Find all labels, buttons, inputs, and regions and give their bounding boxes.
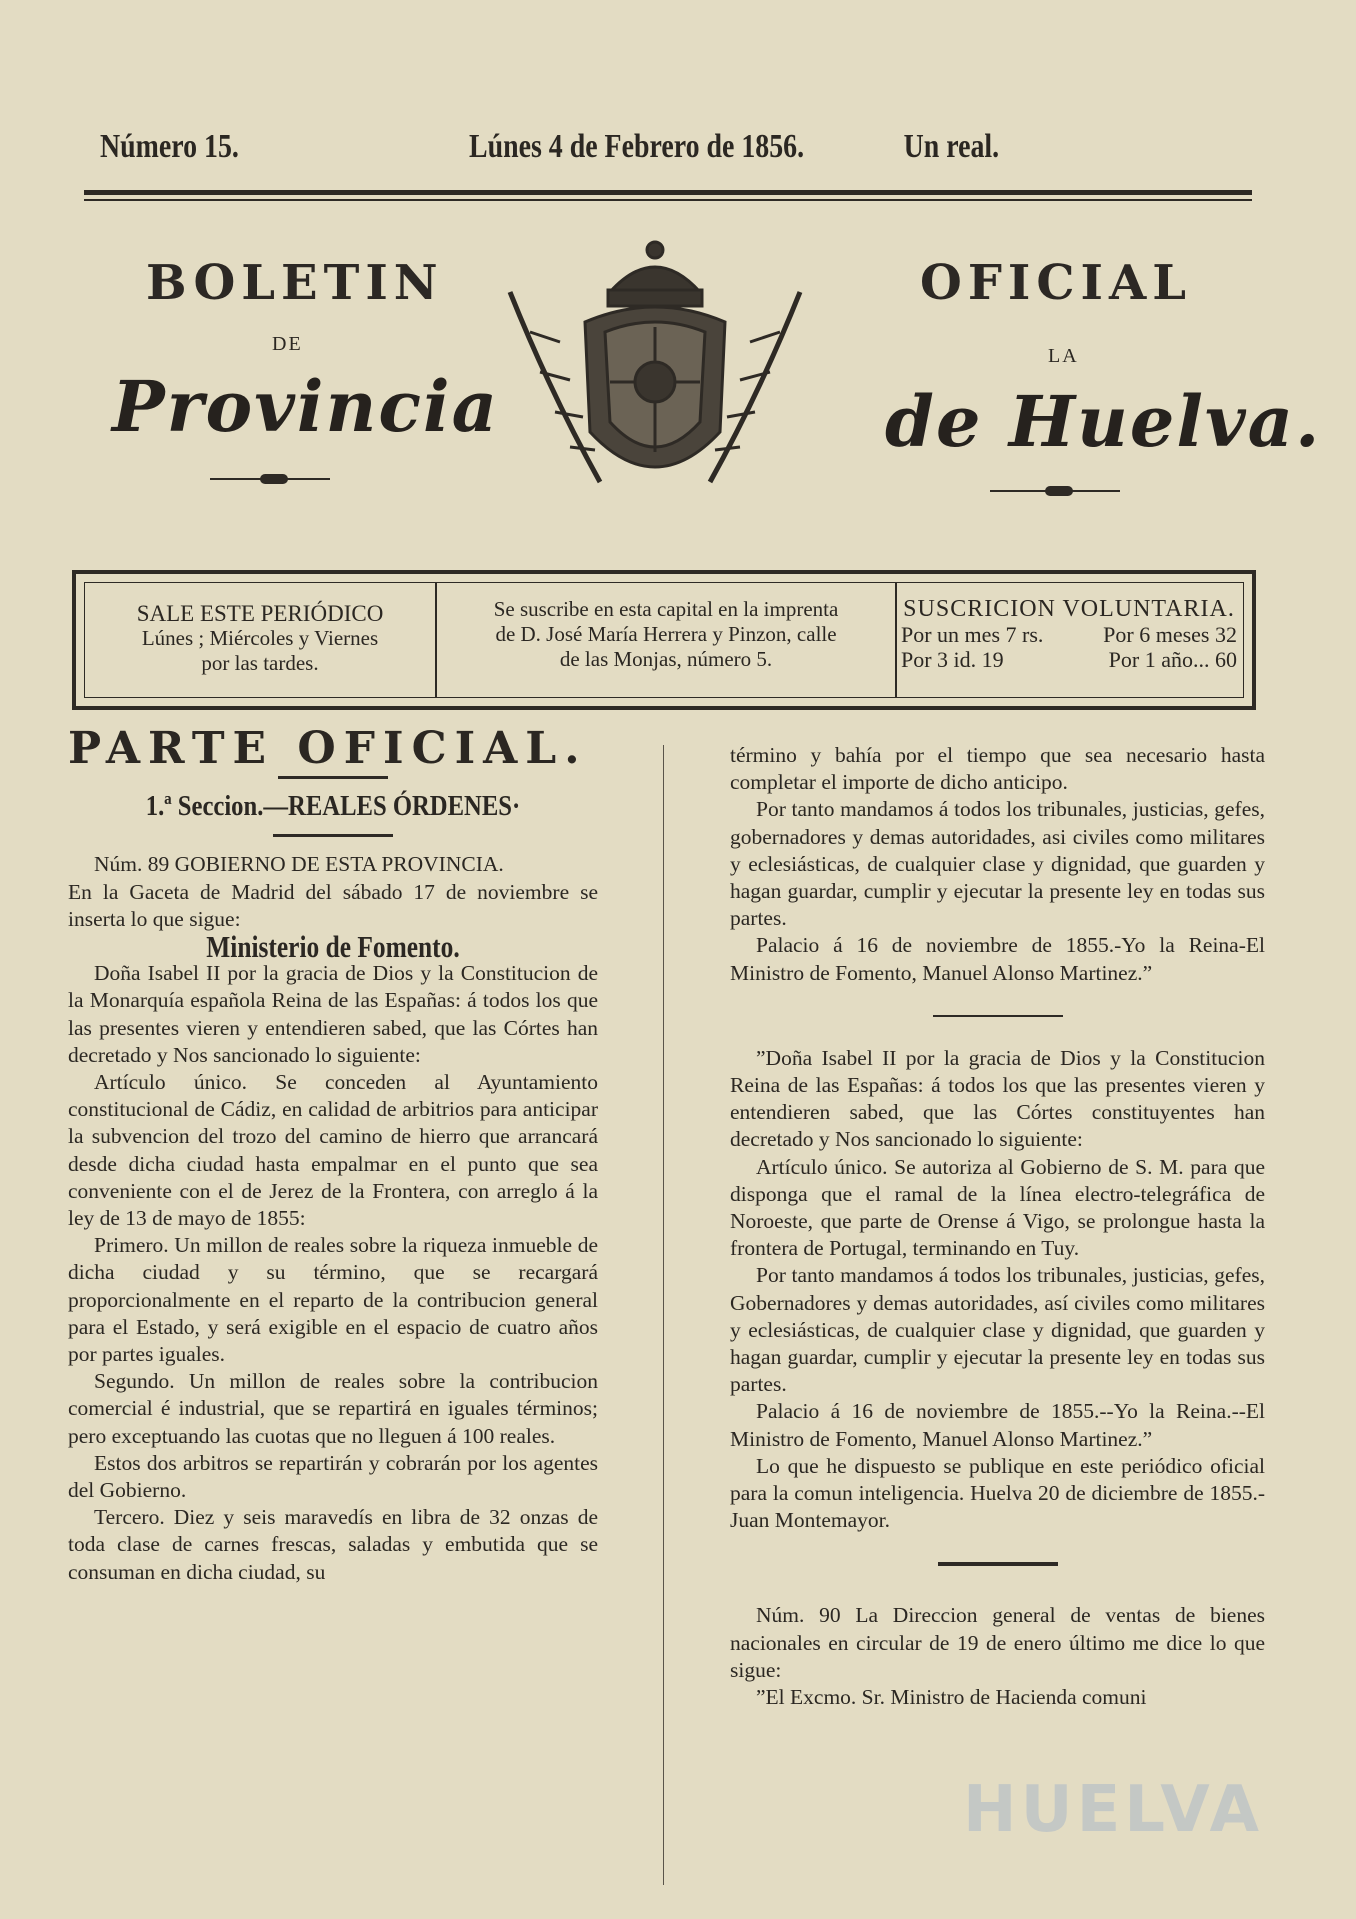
price-one-year: Por 1 año... 60 (1108, 647, 1237, 672)
prices-title: SUSCRICION VOLUNTARIA. (903, 596, 1235, 622)
paragraph: Primero. Un millon de reales sobre la riqueza inmueble de dicha ciudad y su término, que se recargará proporcionalmente en el reparto de la contribucion general para el Estado, y será exigible en el espacio de cuatro años por partes iguales. (68, 1233, 598, 1367)
masthead-oficial: OFICIAL (920, 255, 1192, 311)
royal-crest-icon (490, 232, 820, 522)
issue-price: Un real. (903, 128, 1000, 165)
paragraph: En la Gaceta de Madrid del sábado 17 de noviembre se inserta lo que sigue: (68, 879, 598, 931)
price-row (897, 622, 1241, 647)
price-one-month: Por un mes 7 rs. (901, 622, 1044, 647)
paragraph: Tercero. Diez y seis maravedís en libra de 32 onzas de toda clase de carnes frescas, saladas y embutida que se consuman en dicha ciudad, su (68, 1505, 598, 1584)
top-rule-thin (84, 199, 1252, 201)
ornament-left (210, 478, 330, 480)
notice-number: Núm. 89 GOBIERNO DE ESTA PROVINCIA. (94, 852, 504, 877)
prices-cell (895, 583, 1241, 697)
paragraph: Palacio á 16 de noviembre de 1855.-Yo la Reina-El Ministro de Fomento, Manuel Alonso Martinez.” (730, 933, 1265, 985)
ornament-right (990, 490, 1120, 492)
dateline (100, 128, 1018, 172)
section-heading-parte-oficial: PARTE OFICIAL. (68, 723, 588, 774)
masthead-de: DE (272, 333, 303, 355)
schedule-cell (85, 583, 435, 697)
ministry-heading: Ministerio de Fomento. (206, 929, 460, 965)
column-divider (663, 745, 664, 1885)
masthead-la: LA (1048, 345, 1079, 367)
library-stamp-watermark: HUELVA (963, 1773, 1263, 1847)
subscription-box (72, 570, 1256, 710)
paragraph: Por tanto mandamos á todos los tribunales, justicias, gefes, Gobernadores y demas autoridades, así civiles como militares y eclesiásticas, de cualquier clase y dignidad, que guarden y hagan guardar, cumplir y ejecutar la presente ley en todas sus partes. (730, 1263, 1265, 1397)
price-row (897, 647, 1241, 672)
masthead-huelva: de Huelva. (885, 380, 1322, 463)
price-six-months: Por 6 meses 32 (1103, 622, 1237, 647)
right-column (730, 742, 1265, 1711)
printer-cell (435, 583, 895, 697)
paragraph: ”El Excmo. Sr. Ministro de Hacienda comuni (756, 1685, 1147, 1710)
paragraph: Lo que he dispuesto se publique en este periódico oficial para la comun inteligencia. Huelva 20 de diciembre de 1855.-Juan Montemayor. (730, 1453, 1265, 1533)
price-three-months: Por 3 id. 19 (901, 647, 1004, 672)
masthead-boletin: BOLETIN (146, 255, 444, 311)
masthead-provincia: Provincia (112, 365, 499, 448)
schedule-days: Lúnes ; Miércoles y Viernes (141, 626, 379, 650)
divider (278, 776, 388, 779)
paragraph: Por tanto mandamos á todos los tribunales, justicias, gefes, gobernadores y demas autoridades, asi civiles como militares y eclesiásticas, de cualquier clase y dignidad, que guarden y hagan guardar, cumplir y ejecutar la presente ley en todas sus partes. (730, 797, 1265, 931)
left-column (68, 723, 598, 1586)
paragraph: Núm. 90 La Direccion general de ventas de bienes nacionales en circular de 19 de enero último me dice lo que sigue: (730, 1603, 1265, 1682)
printer-line-2: de D. José María Herrera y Pinzon, calle (495, 622, 837, 646)
printer-line-3: de las Monjas, número 5. (559, 647, 773, 671)
schedule-time: por las tardes. (201, 651, 319, 675)
paragraph: Artículo único. Se conceden al Ayuntamiento constitucional de Cádiz, en calidad de arbitrios para anticipar la subvencion del trozo del camino de hierro que arrancará desde dicha ciudad hasta empalmar en el punto que sea conveniente con el de Jerez de la Frontera, con arreglo á la ley de 13 de mayo de 1855: (68, 1070, 598, 1231)
printer-line-1: Se suscribe en esta capital en la imprenta (493, 597, 839, 621)
section-title: 1.ª Seccion.—REALES ÓRDENES· (145, 790, 521, 823)
schedule-title: SALE ESTE PERIÓDICO (136, 601, 384, 626)
top-rule-thick (84, 190, 1252, 195)
paragraph: término y bahía por el tiempo que sea necesario hasta completar el importe de dicho anticipo. (730, 743, 1265, 795)
paragraph: Estos dos arbitros se repartirán y cobrarán por los agentes del Gobierno. (68, 1450, 598, 1503)
paragraph: Doña Isabel II por la gracia de Dios y la Constitucion de la Monarquía española Reina de las Españas: á todos los que las presentes vieren y entendieren sabed, que las Córtes han decretado y Nos sancionado lo siguiente: (68, 961, 598, 1067)
paragraph: Palacio á 16 de noviembre de 1855.--Yo la Reina.--El Ministro de Fomento, Manuel Alonso Martinez.” (730, 1399, 1265, 1451)
divider (273, 834, 393, 837)
paragraph: ”Doña Isabel II por la gracia de Dios y la Constitucion Reina de las Españas: á todos los que las presentes vieren y entendieren sabed, que las Córtes constituyentes han decretado y Nos sancionado lo siguiente: (730, 1045, 1265, 1152)
divider (938, 1562, 1058, 1566)
issue-date: Lúnes 4 de Febrero de 1856. (469, 128, 805, 165)
paragraph: Segundo. Un millon de reales sobre la contribucion comercial é industrial, que se repartirá en iguales términos; pero exceptuando las cuotas que no lleguen á 100 reales. (68, 1369, 598, 1448)
divider (933, 1015, 1063, 1017)
issue-number: Número 15. (100, 128, 239, 165)
paragraph: Artículo único. Se autoriza al Gobierno de S. M. para que disponga que el ramal de la línea electro-telegráfica de Noroeste, que parte de Orense á Vigo, se prolongue hasta la frontera de Portugal, terminando en Tuy. (730, 1154, 1265, 1261)
